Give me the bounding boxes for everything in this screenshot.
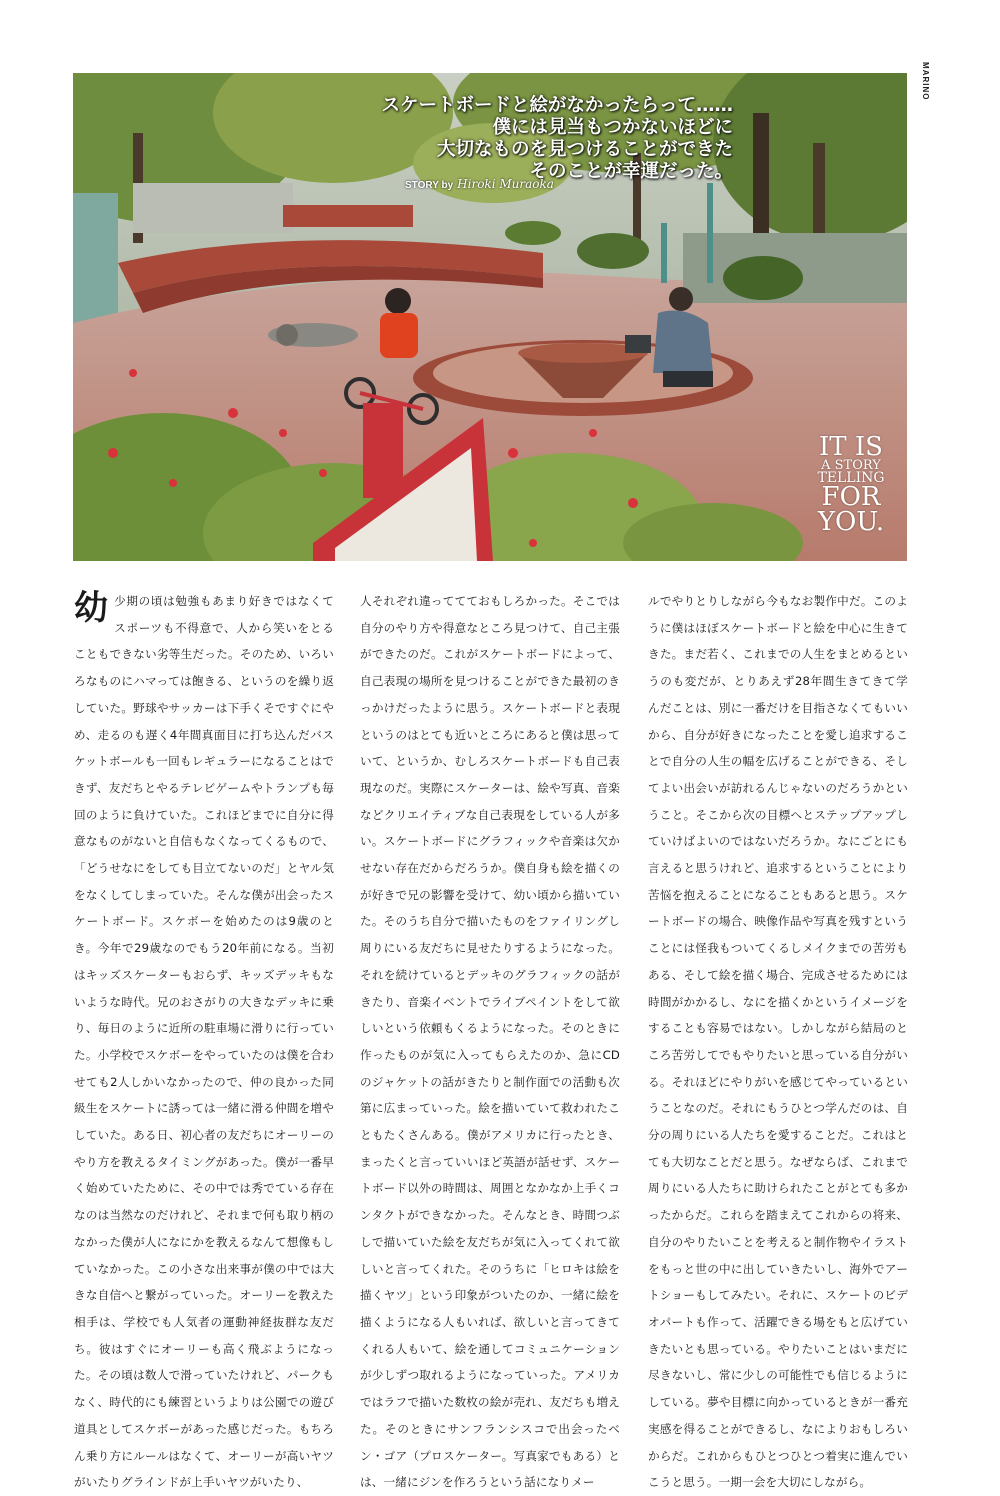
byline [405, 177, 554, 191]
tagline-line-1: IT IS [819, 432, 883, 462]
tagline-line-5: YOU. [817, 507, 885, 538]
tagline-line-3: TELLING [817, 470, 885, 487]
tagline [811, 432, 891, 538]
hero-photo [73, 73, 907, 561]
headline-line-3: 大切なものを見つけることができた [436, 139, 733, 160]
headline-line-1: スケートボードと絵がなかったらって…… [381, 95, 733, 116]
article-column-3 [648, 588, 908, 1496]
tagline-line-4: FOR [821, 482, 881, 513]
tagline-line-2: A STORY [821, 457, 881, 473]
headline-line-4: そのことが幸運だった。 [529, 161, 733, 182]
article-text-2: 人それぞれ違っててておもしろかった。そこでは自分のやり方や得意なところ見つけて、自己主張ができたのだ。これがスケートボードによって、自己表現の場所を見つけることができた最初のきっかけだったように思う。スケートボードと表現というのはとても近いところにあると僕は思っていて、というか、むしろスケートボードも自己表現なのだ。実際にスケーターは、絵や写真、音楽などクリエイティブな自己表現をしている人が多い。スケートボードにグラフィックや音楽は欠かせない存在だからだろうか。僕自身も絵を描くのが好きで兄の影響を受けて、幼い頃から描いていた。そのうち自分で描いたものをファイリングし周りにいる友だちに見せたりするようになった。それを続けているとデッキのグラフィックの話がきたり、音楽イベントでライブペイントをして欲しいという依頼もくるようになった。そのときに作ったものが気に入ってもらえたのか、急にCDのジャケットの話がきたりと制作面での活動も次第に広まっていった。絵を描いていて救われたこともたくさんある。僕がアメリカに行ったとき、まったくと言っていいほど英語が話せず、スケートボード以外の時間は、周囲となかなか上手くコンタクトができなかった。そんなとき、時間つぶしで描いていた絵を友だちが気に入ってくれて欲しいと言ってくれた。そのうちに「ヒロキは絵を描くヤツ」という印象がついたのか、一緒に絵を描くようになる人もいれば、欲しいと言ってきてくれる人もいて、絵を通してコミュニケーションが少しずつ取れるようになっていった。アメリカではラフで描いた数枚の絵が売れ、友だちも増えた。そのときにサンフランシスコで出会ったベン・ゴア（プロスケーター。写真家でもある）とは、一緒にジンを作ろうという話になりメー [360, 594, 620, 1490]
byline-signature: Hiroki Muraoka [457, 177, 554, 191]
article-text-1: 少期の頃は勉強もあまり好きではなくてスポーツも不得意で、人から笑いをとることもできない劣等生だった。そのため、いろいろなものにハマっては飽きる、というのを繰り返していた。野球やサッカーは下手くそですぐにやめ、走るのも遅く4年間真面目に打ち込んだバスケットボールも一回もレギュラーになることはできず、友だちとやるテレビゲームやトランプも毎回のように負けていた。これほどまでに自分に得意なものがないと自信もなくなってくるもので、「どうせなにをしても目立てないのだ」とヤル気をなくしてしまっていた。そんな僕が出会ったスケートボード。スケボーを始めたのは9歳のとき。今年で29歳なのでもう20年前になる。当初はキッズスケーターもおらず、キッズデッキもないような時代。兄のおさがりの大きなデッキに乗り、毎日のように近所の駐車場に滑りに行っていた。小学校でスケボーをやっていたのは僕を合わせても2人しかいなかったので、仲の良かった同級生をスケートに誘っては一緒に滑る仲間を増やしていた。ある日、初心者の友だちにオーリーのやり方を教えるタイミングがあった。僕が一番早く始めていたために、その中では秀でている存在なのは当然なのだけれど、それまで何も取り柄のなかった僕が人になにかを教えるなんて想像もしていなかった。この小さな出来事が僕の中では大きな自信へと繋がっていった。オーリーを教えた相手は、学校でも人気者の運動神経抜群な友だち。彼はすぐにオーリーも高く飛ぶようになった。その頃は数人で滑っていたけれど、パークもなく、時代的にも練習というよりは公園での遊び道具としてスケボーがあった感じだった。もちろん乗り方にルールはなくて、オーリーが高いヤツがいたりグラインドが上手いヤツがいたり、 [74, 594, 334, 1490]
headline-line-2: 僕には見当もつかないほどに [492, 117, 733, 138]
headline [313, 95, 733, 183]
drop-cap: 幼 [74, 588, 109, 628]
byline-prefix: STORY by [405, 180, 454, 191]
article-column-2 [360, 588, 620, 1496]
side-label: MARINO [921, 62, 930, 101]
article-text-3: ルでやりとりしながら今もなお製作中だ。このように僕はほぼスケートボードと絵を中心に生きてきた。まだ若く、これまでの人生をまとめるというのも変だが、とりあえず28年間生きてきて学んだことは、別に一番だけを目指さなくてもいいから、自分が好きになったことを愛し追求することで自分の人生の幅を広げることができる、そしてよい出会いが訪れるんじゃないのだろうかということ。そこから次の目標へとステップアップしていけばよいのではないだろうか。なにごとにも言えると思うけれど、追求するということにより苦悩を抱えることになることもあると思う。スケートボードの場合、映像作品や写真を残すということには怪我もついてくるしメイクまでの苦労もある、そして絵を描く場合、完成させるためには時間がかかるし、なにを描くかというイメージをすることも容易ではない。しかしながら結局のところ苦労してでもやりたいと思っている自分がいる。それほどにやりがいを感じてやっているということなのだ。それにもうひとつ学んだのは、自分の周りにいる人たちを愛することだ。これはとても大切なことだと思う。なぜならば、これまで周りにいる人たちに助けられたことがとても多かったからだ。これらを踏まえてこれからの将来、自分のやりたいことを考えると制作物やイラストをもっと世の中に出していきたいし、海外でアートショーもしてみたい。それに、スケートのビデオパートも作って、活躍できる場をもと広げていきたいとも思っている。やりたいことはいまだに尽きないし、常に少しの可能性でも信じるようにしている。夢や目標に向かっているときが一番充実感を得ることができるし、なによりおもしろいからだ。これからもひとつひとつ着実に進んでいこうと思う。一期一会を大切にしながら。 [648, 594, 908, 1490]
article-column-1 [74, 588, 334, 1496]
